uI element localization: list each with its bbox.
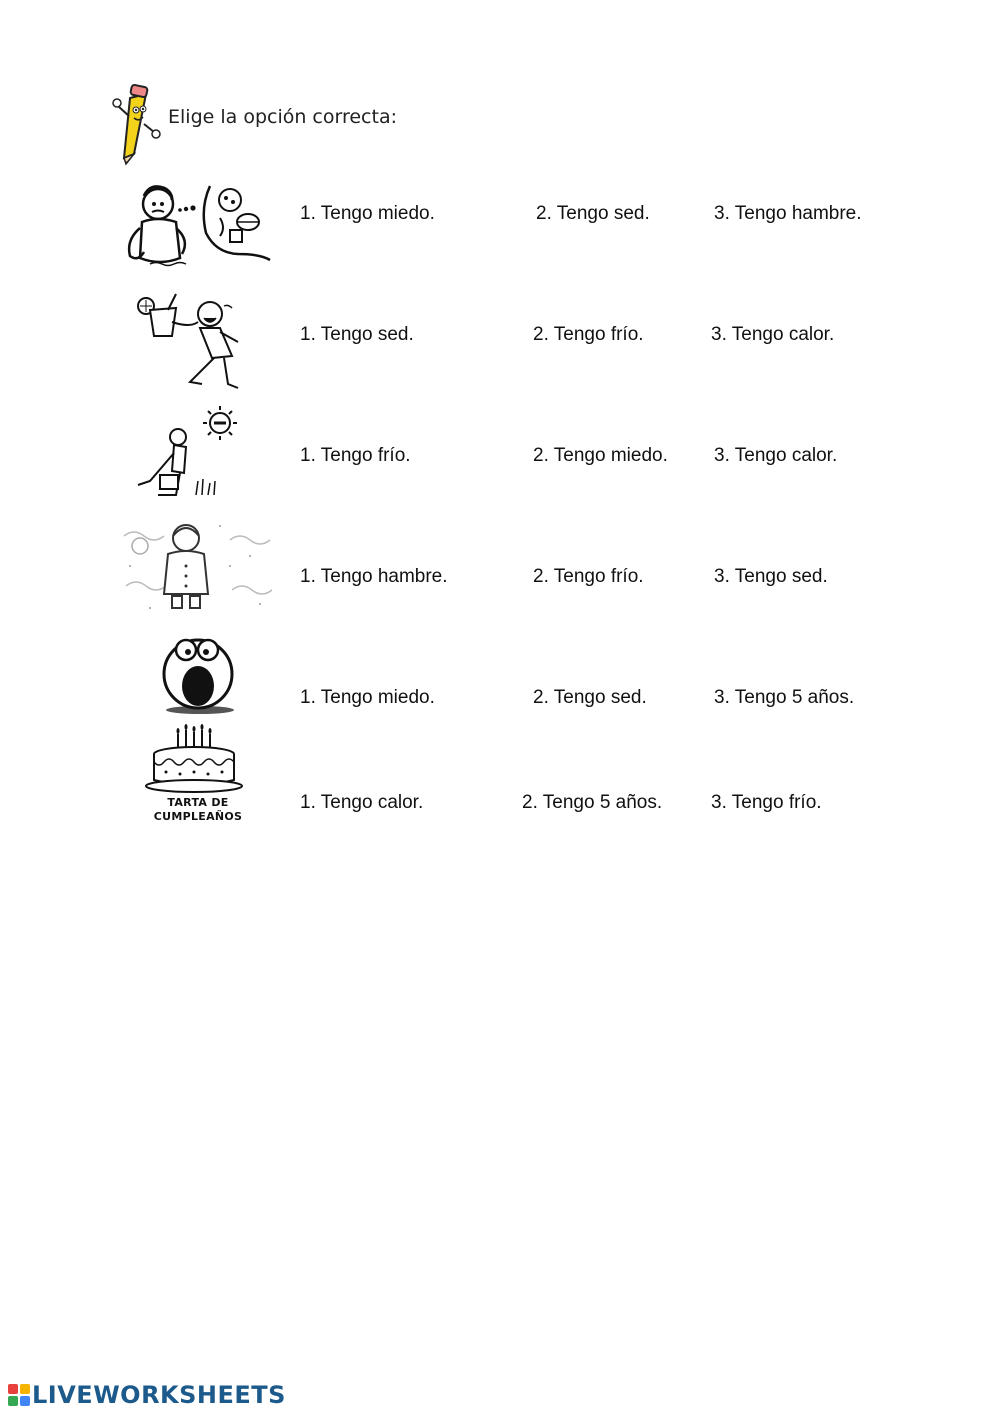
option-2[interactable]: 2. Tengo frío. [533, 566, 644, 587]
option-3[interactable]: 3. Tengo sed. [714, 566, 828, 587]
pencil-mascot-icon [112, 76, 162, 166]
option-1[interactable]: 1. Tengo frío. [300, 445, 411, 466]
question-row [120, 178, 940, 288]
option-1[interactable]: 1. Tengo miedo. [300, 203, 435, 224]
instruction-text: Elige la opción correcta: [168, 106, 398, 128]
option-1[interactable]: 1. Tengo sed. [300, 324, 414, 345]
hungry-person-icon [120, 178, 275, 278]
thirsty-person-icon [120, 292, 275, 392]
option-3[interactable]: 3. Tengo calor. [714, 445, 838, 466]
liveworksheets-logo-icon [8, 1384, 30, 1408]
question-row [120, 403, 940, 513]
option-2[interactable]: 2. Tengo 5 años. [522, 792, 663, 813]
brand-name: LIVEWORKSHEETS [32, 1381, 286, 1409]
option-3[interactable]: 3. Tengo hambre. [714, 203, 862, 224]
option-2[interactable]: 2. Tengo miedo. [533, 445, 668, 466]
option-3[interactable]: 3. Tengo calor. [711, 324, 835, 345]
option-1[interactable]: 1. Tengo hambre. [300, 566, 448, 587]
option-3[interactable]: 3. Tengo 5 años. [714, 687, 855, 708]
cold-person-snow-icon [120, 516, 275, 616]
hot-person-sun-icon [120, 403, 275, 503]
cake-caption-text: TARTA DE CUMPLEAÑOS [153, 796, 243, 823]
option-1[interactable]: 1. Tengo calor. [300, 792, 424, 813]
option-1[interactable]: 1. Tengo miedo. [300, 687, 435, 708]
option-2[interactable]: 2. Tengo sed. [533, 687, 647, 708]
option-3[interactable]: 3. Tengo frío. [711, 792, 822, 813]
scared-face-icon [120, 630, 275, 730]
question-row [120, 724, 940, 834]
question-row [120, 516, 940, 626]
option-2[interactable]: 2. Tengo frío. [533, 324, 644, 345]
option-2[interactable]: 2. Tengo sed. [536, 203, 650, 224]
instruction-header [112, 76, 512, 166]
question-row [120, 292, 940, 402]
